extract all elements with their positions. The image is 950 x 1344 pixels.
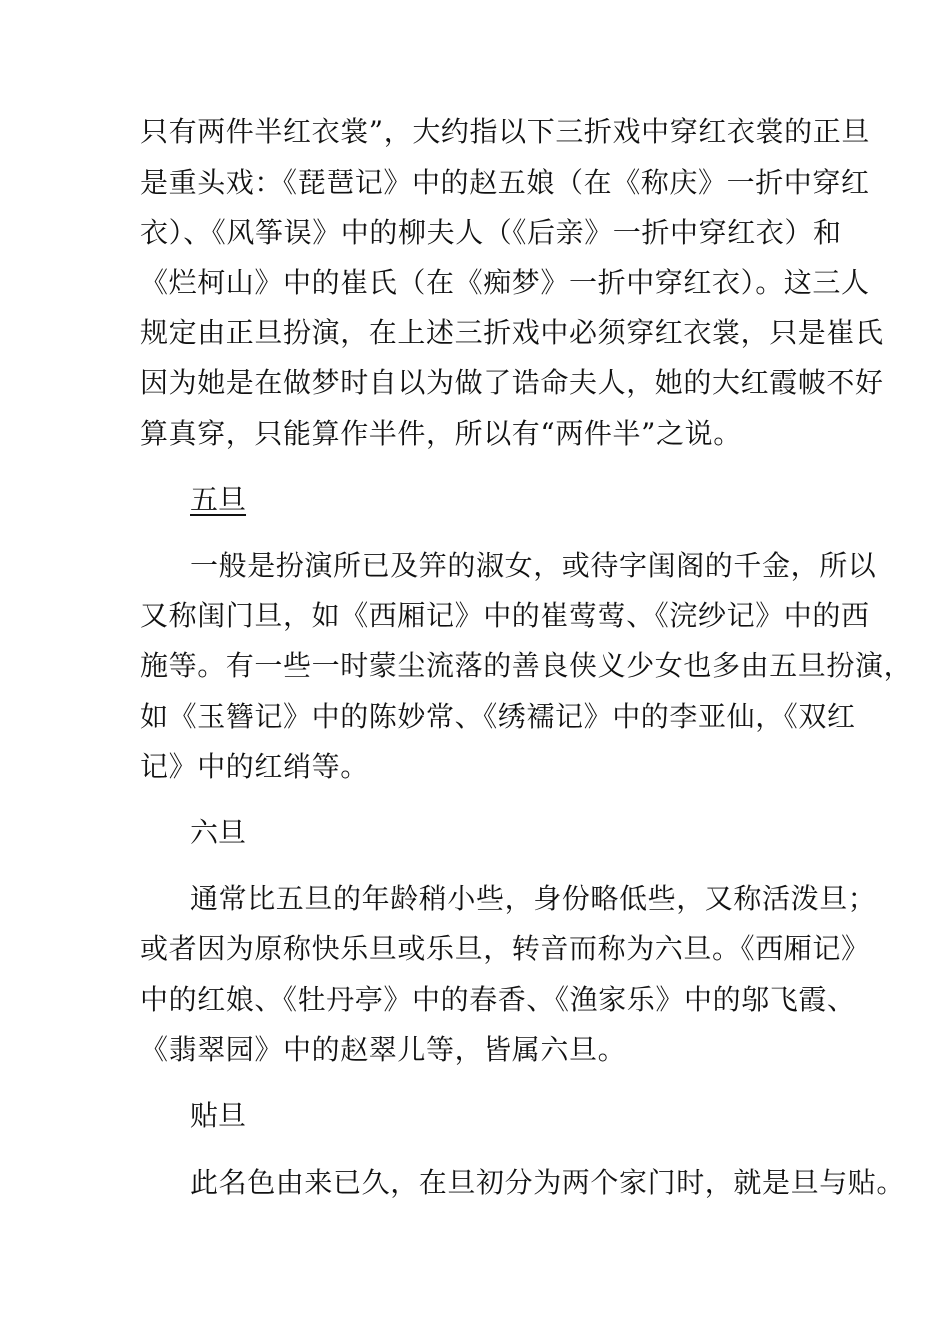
text-line: 记》中的红绡等。 (140, 750, 369, 783)
text-line: 《烂柯山》中的崔氏（在《痴梦》一折中穿红衣）。这三人 (140, 266, 870, 299)
text-line: 中的红娘、《牡丹亭》中的春香、《渔家乐》中的邬飞霞、 (140, 983, 856, 1016)
text-line: 衣）、《风筝误》中的柳夫人（《后亲》一折中穿红衣）和 (140, 216, 842, 249)
text-line: 此名色由来已久，在旦初分为两个家门时，就是旦与贴。 (190, 1166, 906, 1199)
text-line: 或者因为原称快乐旦或乐旦，转音而称为六旦。《西厢记》 (140, 932, 870, 965)
text-line: 规定由正旦扮演，在上述三折戏中必须穿红衣裳，只是崔氏 (140, 316, 884, 349)
text-line: 算真穿，只能算作半件，所以有“两件半”之说。 (140, 417, 742, 450)
text-line: 是重头戏：《琵琶记》中的赵五娘（在《称庆》一折中穿红 (140, 166, 870, 199)
text-line: 如《玉簪记》中的陈妙常、《绣襦记》中的李亚仙，《双红 (140, 700, 856, 733)
section-heading-tiedan: 贴旦 (190, 1099, 247, 1132)
section-heading-wudan: 五旦 (190, 483, 247, 516)
text-line: 《翡翠园》中的赵翠儿等，皆属六旦。 (140, 1033, 627, 1066)
text-line: 一般是扮演所已及笄的淑女，或待字闺阁的千金，所以 (190, 549, 877, 582)
text-line: 只有两件半红衣裳”，大约指以下三折戏中穿红衣裳的正旦 (140, 115, 870, 148)
text-line: 通常比五旦的年龄稍小些，身份略低些，又称活泼旦； (190, 882, 877, 915)
text-line: 因为她是在做梦时自以为做了诰命夫人，她的大红霞帔不好 (140, 366, 884, 399)
section-heading-liudan: 六旦 (190, 816, 247, 849)
text-line: 又称闺门旦，如《西厢记》中的崔莺莺、《浣纱记》中的西 (140, 599, 870, 632)
text-line: 施等。有一些一时蒙尘流落的善良侠义少女也多由五旦扮演， (140, 649, 913, 682)
